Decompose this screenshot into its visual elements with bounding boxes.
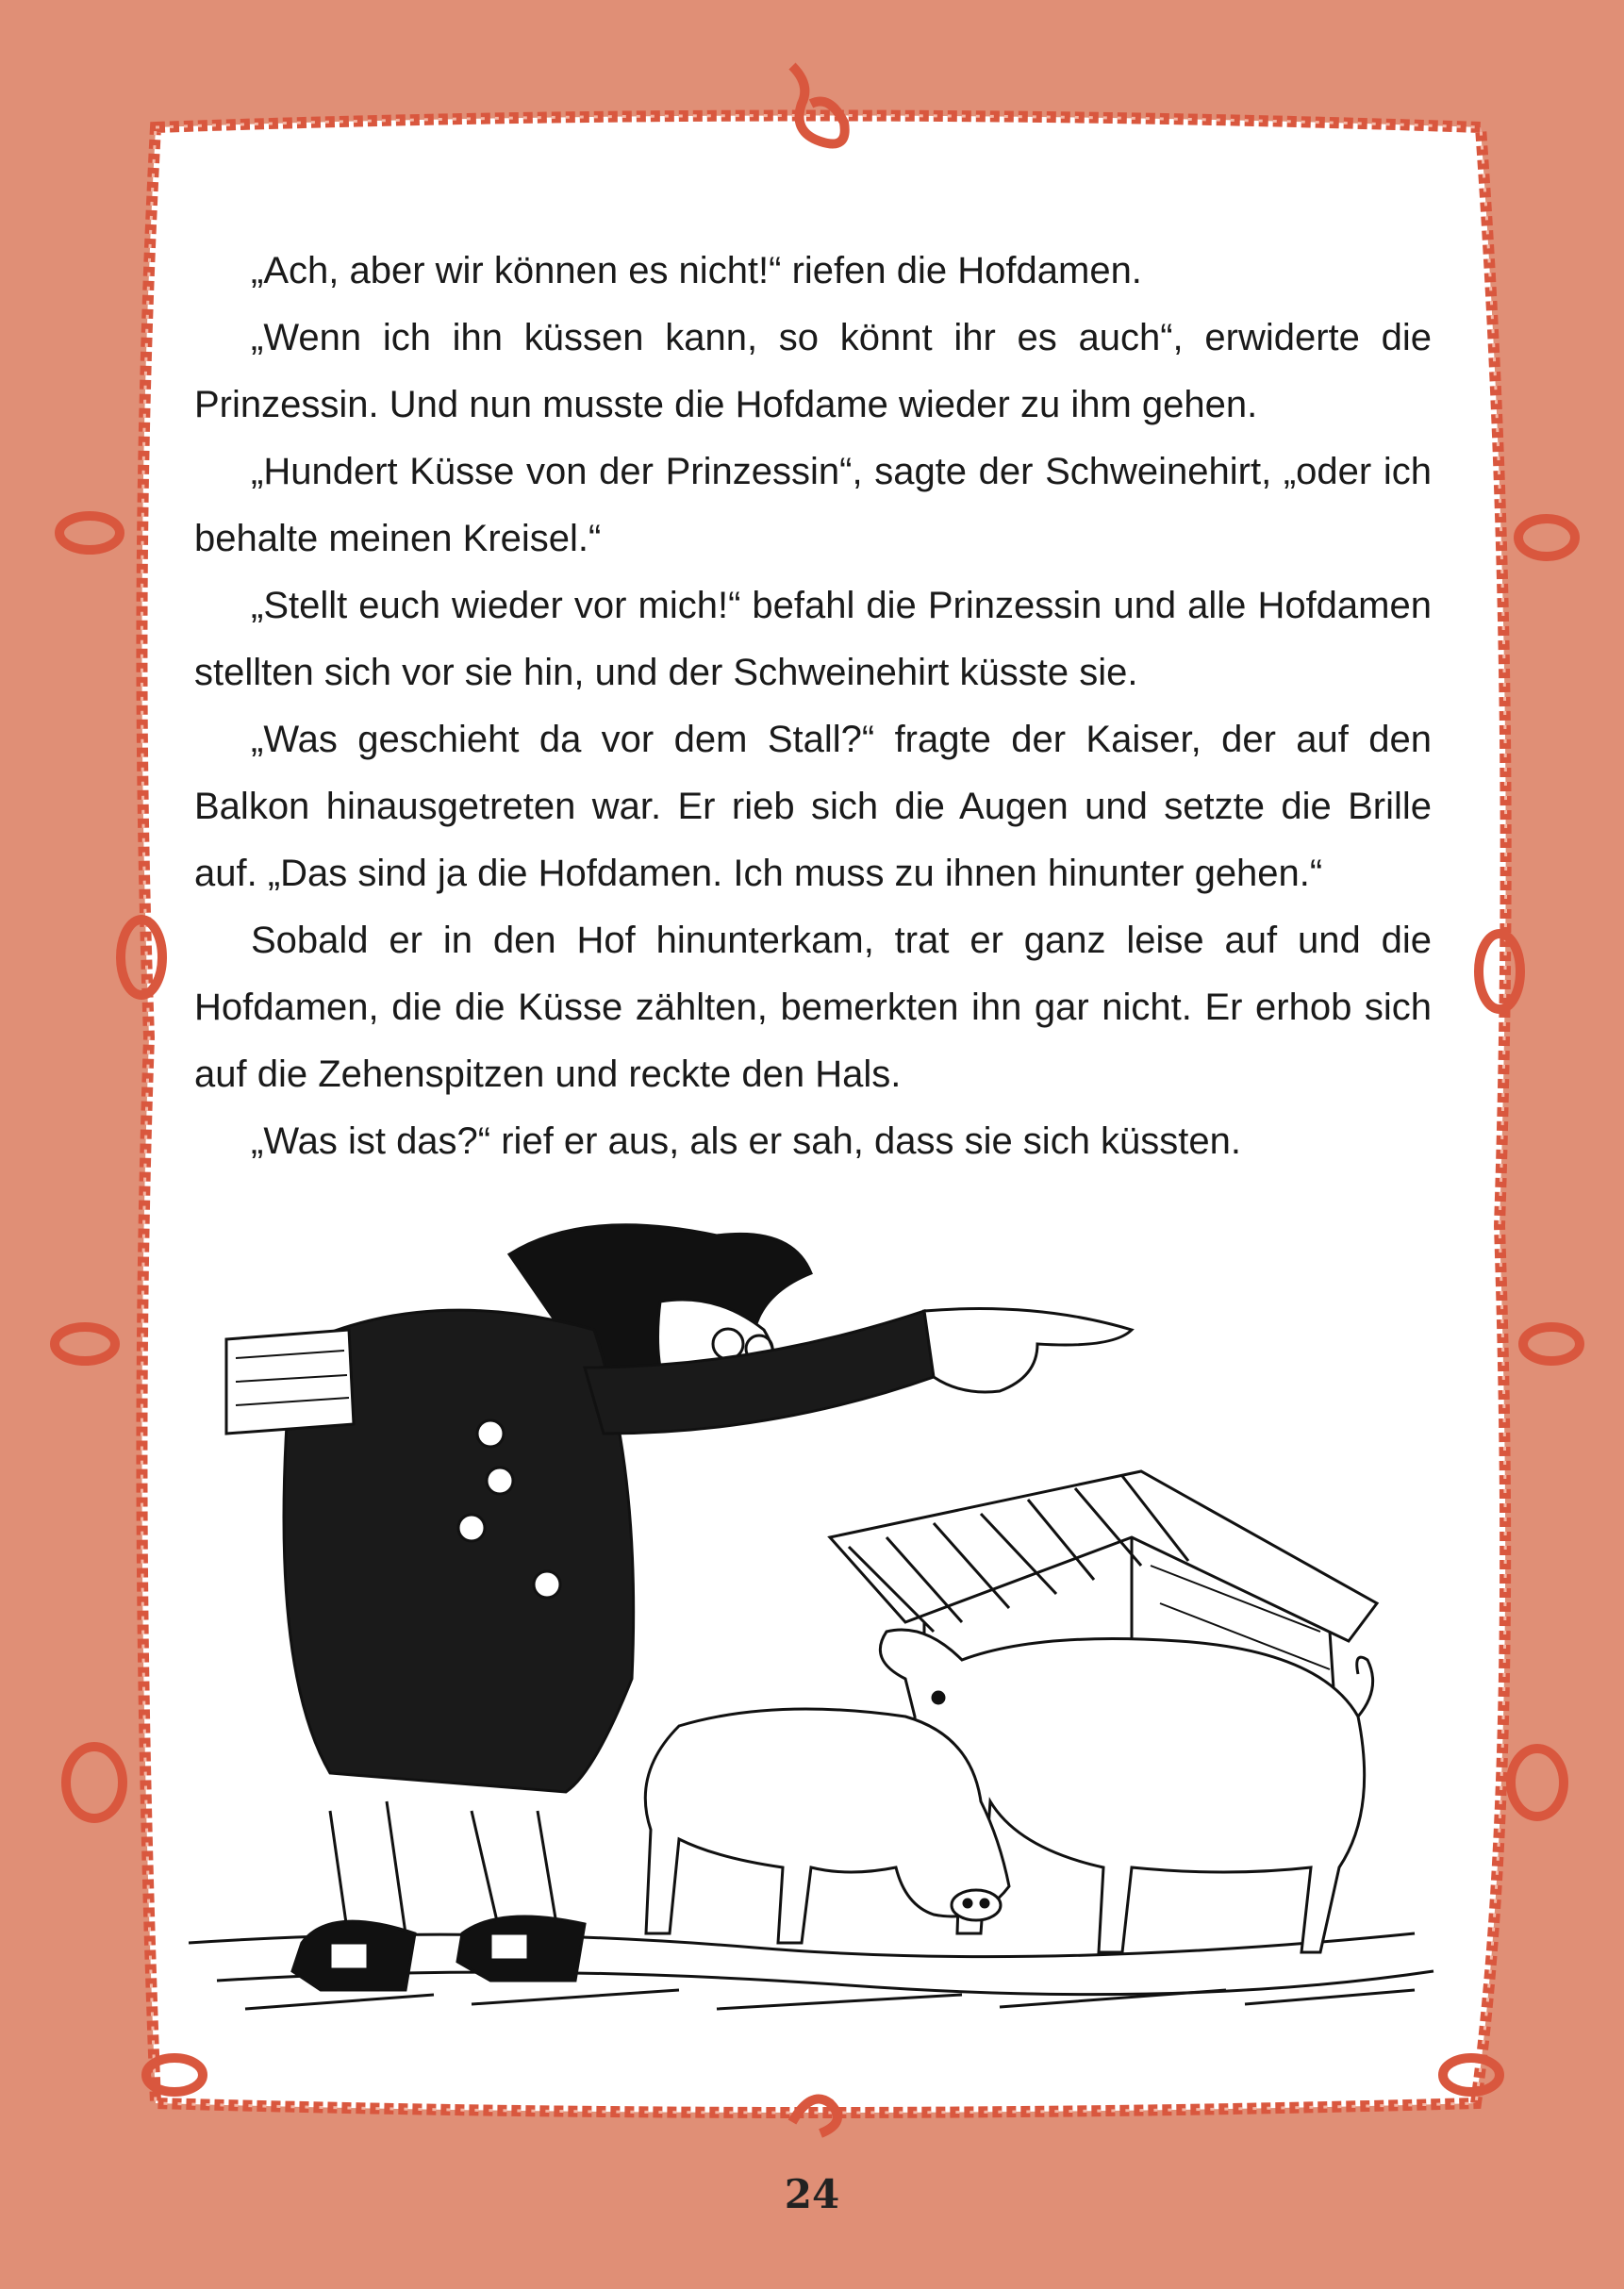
paragraph: „Was geschieht da vor dem Stall?“ fragte der Kaiser, der auf den Balkon hinausgetreten war. Er rieb sich die Augen und setzte die Brille auf. „Das sind ja die Hofdamen. Ich muss zu ihnen hinunter gehen.“ bbox=[194, 719, 1432, 894]
emperor-pigs-illustration bbox=[189, 1188, 1452, 2037]
paragraph: „Was ist das?“ rief er aus, als er sah, dass sie sich küssten. bbox=[251, 1120, 1242, 1162]
paragraph: „Stellt euch wieder vor mich!“ befahl die Prinzessin und alle Hofdamen stellten sich vor sie hin, und der Schweinehirt küsste sie. bbox=[194, 585, 1432, 693]
paragraph: „Wenn ich ihn küssen kann, so könnt ihr es auch“, erwiderte die Prinzessin. Und nun musste die Hofdame wieder zu ihm gehen. bbox=[194, 317, 1432, 425]
paragraph: „Ach, aber wir können es nicht!“ riefen die Hofdamen. bbox=[251, 250, 1142, 291]
story-text bbox=[194, 238, 1432, 1175]
paragraph: Sobald er in den Hof hinunterkam, trat er ganz leise auf und die Hofdamen, die die Küsse zählten, bemerkten ihn gar nicht. Er erhob sich auf die Zehenspitzen und reckte den Hals. bbox=[194, 920, 1432, 1095]
page-number: 24 bbox=[784, 2171, 840, 2217]
pig-left bbox=[645, 1709, 1009, 1943]
paragraph: „Hundert Küsse von der Prinzessin“, sagte der Schweinehirt, „oder ich behalte meinen Kreisel.“ bbox=[194, 451, 1432, 559]
